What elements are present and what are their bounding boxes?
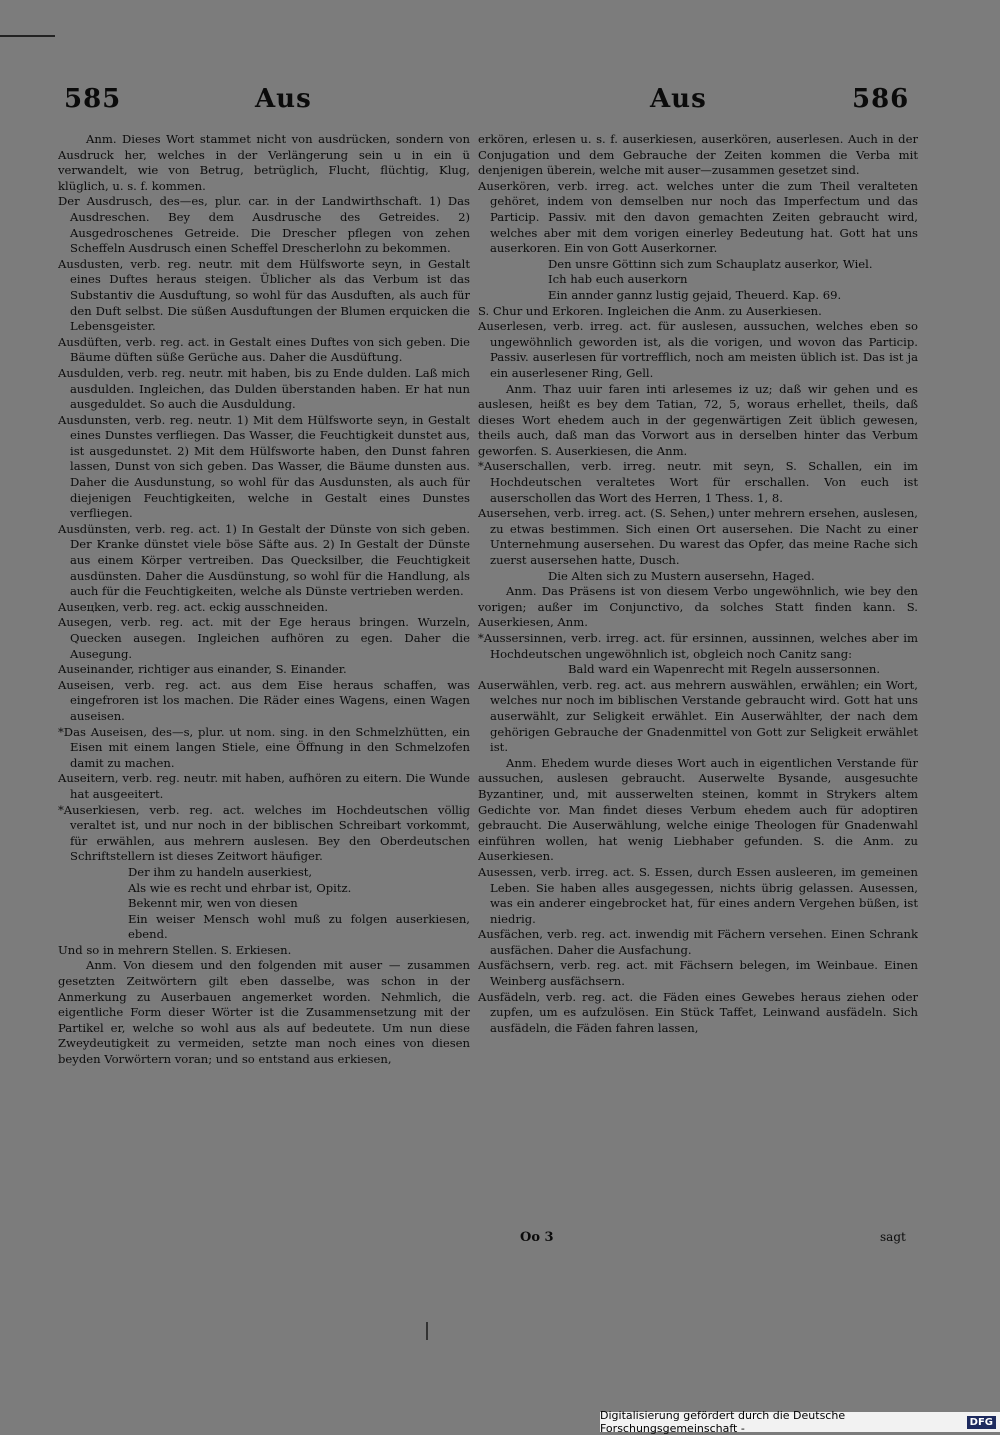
entry-paragraph: Anm. Ehedem wurde dieses Wort auch in eigentlichen Verstande für aussuchen, auslesen gebraucht. Auserwelte Bysande, ausgesuchte Byzantiner, und, mit ausserwelten steinen, kommt in Strykers altem Gedichte vor. Man findet dieses Verbum ehedem auch für adoptiren gebraucht. Die Auserwählung, welche einige Theologen für Gnadenwahl einführen wollen, hat wenig Liebhaber gefunden. S. die Anm. zu Auserkiesen. — [478, 755, 918, 864]
entry-paragraph: Auserwählen, verb. reg. act. aus mehrern auswählen, erwählen; ein Wort, welches nur noch im biblischen Verstande gebraucht wird. Gott hat uns auserwählt, zur Seligkeit erwählet. Ein Auserwählter, der nach dem gehörigen Gebrauche der Gnadenmittel von Gott zur Seligkeit erwählet ist. — [478, 677, 918, 755]
entry-paragraph: S. Chur und Erkoren. Ingleichen die Anm. zu Auserkiesen. — [478, 303, 822, 318]
entry-paragraph: Ausdusten, verb. reg. neutr. mit dem Hülfsworte seyn, in Gestalt eines Duftes heraus steigen. Üblicher als das Verbum ist das Substantiv die Ausduftung, so wohl für das Ausduften, als auch für den Duft selbst. Die süßen Ausduftungen der Blumen erquicken die Lebensgeister. — [58, 256, 470, 334]
entry-paragraph: Als wie es recht und ehrbar ist, Opitz. — [128, 880, 352, 895]
gutter-mark — [426, 1322, 428, 1340]
right-page-number: 586 — [852, 84, 910, 114]
entry-paragraph: Ausfädeln, verb. reg. act. die Fäden eines Gewebes heraus ziehen oder zupfen, um es aufzulösen. Ein Stück Taffet, Leinwand ausfädeln. Sich ausfädeln, die Fäden fahren lassen, — [478, 989, 918, 1035]
entry-paragraph: *Auserkiesen, verb. reg. act. welches im Hochdeutschen völlig veraltet ist, und nur noch in der biblischen Schreibart vorkommt, für erwählen, aus mehrern auslesen. Bey den Oberdeutschen Schriftstellern ist dieses Zeitwort häufiger. — [58, 802, 470, 864]
dfg-logo: DFG — [967, 1416, 996, 1429]
entry-paragraph: Ich hab euch auserkorn — [548, 272, 688, 287]
left-page-number: 585 — [64, 84, 122, 114]
entry-paragraph: Ausfächsern, verb. reg. act. mit Fächsern belegen, im Weinbaue. Einen Weinberg ausfächsern. — [478, 958, 918, 989]
entry-paragraph: Auseinander, richtiger aus einander, S. Einander. — [58, 662, 347, 677]
entry-paragraph: Ausegen, verb. reg. act. mit der Ege heraus bringen. Wurzeln, Quecken ausegen. Ingleichen aufhören zu egen. Daher die Ausegung. — [58, 615, 470, 661]
entry-paragraph: Anm. Thaz uuir faren inti arlesemes iz uz; daß wir gehen und es auslesen, heißt es bey dem Tatian, 72, 5, woraus erhellet, theils, daß dieses Wort ehedem auch in der gegenwärtigen Zeit üblich gewesen, theils auch, daß man das Vorwort aus in derselben hinter das Verbum geworfen. S. Auserkiesen, die Anm. — [478, 381, 918, 458]
entry-paragraph: Ausdünsten, verb. reg. act. 1) In Gestalt der Dünste von sich geben. Der Kranke dünstet viele böse Säfte aus. 2) In Gestalt der Dünste aus einem Körper vertreiben. Das Quecksilber, die Feuchtigkeit ausdünsten. Daher die Ausdünstung, so wohl für die Handlung, als auch für die Feuchtigkeiten, welche als Dünste vertrieben werden. — [58, 521, 470, 599]
entry-paragraph: *Das Auseisen, des—s, plur. ut nom. sing. in den Schmelzhütten, ein Eisen mit einem langen Stiele, eine Öffnung in den Schmelzofen damit zu machen. — [58, 724, 470, 770]
signature-mark: Oo 3 — [520, 1230, 554, 1245]
entry-paragraph: Und so in mehrern Stellen. S. Erkiesen. — [58, 942, 292, 957]
left-running-head: Aus — [255, 84, 312, 114]
entry-paragraph: Bekennt mir, wen von diesen — [128, 896, 298, 911]
entry-paragraph: Ausessen, verb. irreg. act. S. Essen, durch Essen ausleeren, im gemeinen Leben. Sie haben alles ausgegessen, nichts übrig gelassen. Ausessen, was ein anderer eingebrocket hat, für eines andern Vergehen büßen, ist niedrig. — [478, 864, 918, 926]
entry-paragraph: Ausdüften, verb. reg. act. in Gestalt eines Duftes von sich geben. Die Bäume düften süße Gerüche aus. Daher die Ausdüftung. — [58, 334, 470, 365]
entry-paragraph: Ausersehen, verb. irreg. act. (S. Sehen,) unter mehrern ersehen, auslesen, zu etwas bestimmen. Sich einen Ort ausersehen. Die Nacht zu einer Unternehmung ausersehen. Du warest das Opfer, das meine Rache sich zuerst ausersehen hatte, Dusch. — [478, 506, 918, 568]
entry-paragraph: *Aussersinnen, verb. irreg. act. für ersinnen, aussinnen, welches aber im Hochdeutschen ungewöhnlich ist, obgleich noch Canitz sang: — [478, 631, 918, 661]
entry-paragraph: Die Alten sich zu Mustern ausersehn, Haged. — [548, 568, 815, 583]
right-text-column — [478, 132, 918, 1232]
entry-paragraph: Ausdunsten, verb. reg. neutr. 1) Mit dem Hülfsworte seyn, in Gestalt eines Dunstes verfliegen. Das Wasser, die Feuchtigkeit dunstet aus, ist ausgedunstet. 2) Mit dem Hülfsworte haben, den Dunst fahren lassen, Dunst von sich geben. Das Wasser, die Bäume dunsten aus. Daher die Ausdunstung, so wohl für das Ausdunsten, als auch für diejenigen Feuchtigkeiten, welche in Gestalt eines Dunstes verfliegen. — [58, 412, 470, 521]
entry-paragraph: Auserkören, verb. irreg. act. welches unter die zum Theil veralteten gehöret, indem von demselben nur noch das Imperfectum und das Particip. Passiv. mit den davon gemachten Zeiten gebraucht wird, welches aber mit dem vorigen einerley Bedeutung hat. Gott hat uns auserkoren. Ein von Gott Auserkorner. — [478, 178, 918, 256]
entry-paragraph: Auseitern, verb. reg. neutr. mit haben, aufhören zu eitern. Die Wunde hat ausgeeitert. — [58, 771, 470, 801]
left-text-column — [58, 132, 470, 1222]
running-header — [0, 84, 1000, 124]
credit-bar — [600, 1409, 1000, 1435]
catchword: sagt — [880, 1230, 906, 1244]
entry-paragraph: Bald ward ein Wapenrecht mit Regeln aussersonnen. — [568, 662, 881, 677]
entry-paragraph: Auseцken, verb. reg. act. eckig ausschneiden. — [58, 599, 329, 614]
entry-paragraph: Anm. Von diesem und den folgenden mit auser — zusammen gesetzten Zeitwörtern gilt eben dasselbe, was schon in der Anmerkung zu Auserbauen angemerket worden. Nehmlich, die eigentliche Form dieser Wörter ist die Zusammensetzung mit der Partikel er, welche so wohl aus als auf bedeutete. Um nun diese Zweydeutigkeit zu vermeiden, setzte man noch eines von diesen beyden Vorwörtern voran; und so entstand aus erkiesen, — [58, 958, 470, 1067]
entry-paragraph: Auseisen, verb. reg. act. aus dem Eise heraus schaffen, was eingefroren ist los machen. Die Räder eines Wagens, einen Wagen auseisen. — [58, 677, 470, 723]
credit-text: Digitalisierung gefördert durch die Deutsche Forschungsgemeinschaft - — [600, 1409, 846, 1435]
entry-paragraph: Der Ausdrusch, des—es, plur. car. in der Landwirthschaft. 1) Das Ausdreschen. Bey dem Ausdrusche des Getreides. 2) Ausgedroschenes Getreide. Die Drescher pflegen von zehen Scheffeln Ausdrusch einen Scheffel Drescherlohn zu bekommen. — [58, 194, 470, 256]
entry-paragraph: Auserlesen, verb. irreg. act. für auslesen, aussuchen, welches eben so ungewöhnlich geworden ist, als die vorigen, und wovon das Particip. Passiv. auserlesen für vortrefflich, noch am meisten üblich ist. Das ist ja ein auserlesener Ring, Gell. — [478, 319, 918, 380]
entry-paragraph: Der ihm zu handeln auserkiest, — [128, 864, 313, 879]
right-running-head: Aus — [650, 84, 707, 114]
entry-paragraph: erkören, erlesen u. s. f. auserkiesen, auserkören, auserlesen. Auch in der Conjugation und dem Gebrauche der Zeiten kommen die Verba mit denjenigen überein, welche mit auser—zusammen gesetzet sind. — [478, 132, 918, 178]
entry-paragraph: *Auserschallen, verb. irreg. neutr. mit seyn, S. Schallen, ein im Hochdeutschen veraltetes Wort für erschallen. Von euch ist auserschollen das Wort des Herren, 1 Thess. 1, 8. — [478, 459, 918, 505]
top-rule — [0, 35, 55, 37]
entry-paragraph: Ausdulden, verb. reg. neutr. mit haben, bis zu Ende dulden. Laß mich ausdulden. Ingleichen, das Dulden überstanden haben. Er hat nun ausgeduldet. So auch die Ausduldung. — [58, 365, 470, 412]
entry-paragraph: Ein annder gannz lustig gejaid, Theuerd. Kap. 69. — [548, 287, 842, 302]
entry-paragraph: Anm. Dieses Wort stammet nicht von ausdrücken, sondern von Ausdruck her, welches in der Verlängerung sein u in ein ü verwandelt, wie von Betrug, betrüglich, Flucht, flüchtig, Klug, klüglich, u. s. f. kommen. — [58, 132, 470, 193]
entry-paragraph: Ausfächen, verb. reg. act. inwendig mit Fächern versehen. Einen Schrank ausfächen. Daher die Ausfachung. — [478, 927, 918, 957]
entry-paragraph: Ein weiser Mensch wohl muß zu folgen auserkiesen, ebend. — [128, 911, 470, 942]
entry-paragraph: Anm. Das Präsens ist von diesem Verbo ungewöhnlich, wie bey den vorigen; außer im Conjunctivo, da solches Statt finden kann. S. Auserkiesen, Anm. — [478, 584, 918, 630]
entry-paragraph: Den unsre Göttinn sich zum Schauplatz auserkor, Wiel. — [548, 256, 873, 271]
